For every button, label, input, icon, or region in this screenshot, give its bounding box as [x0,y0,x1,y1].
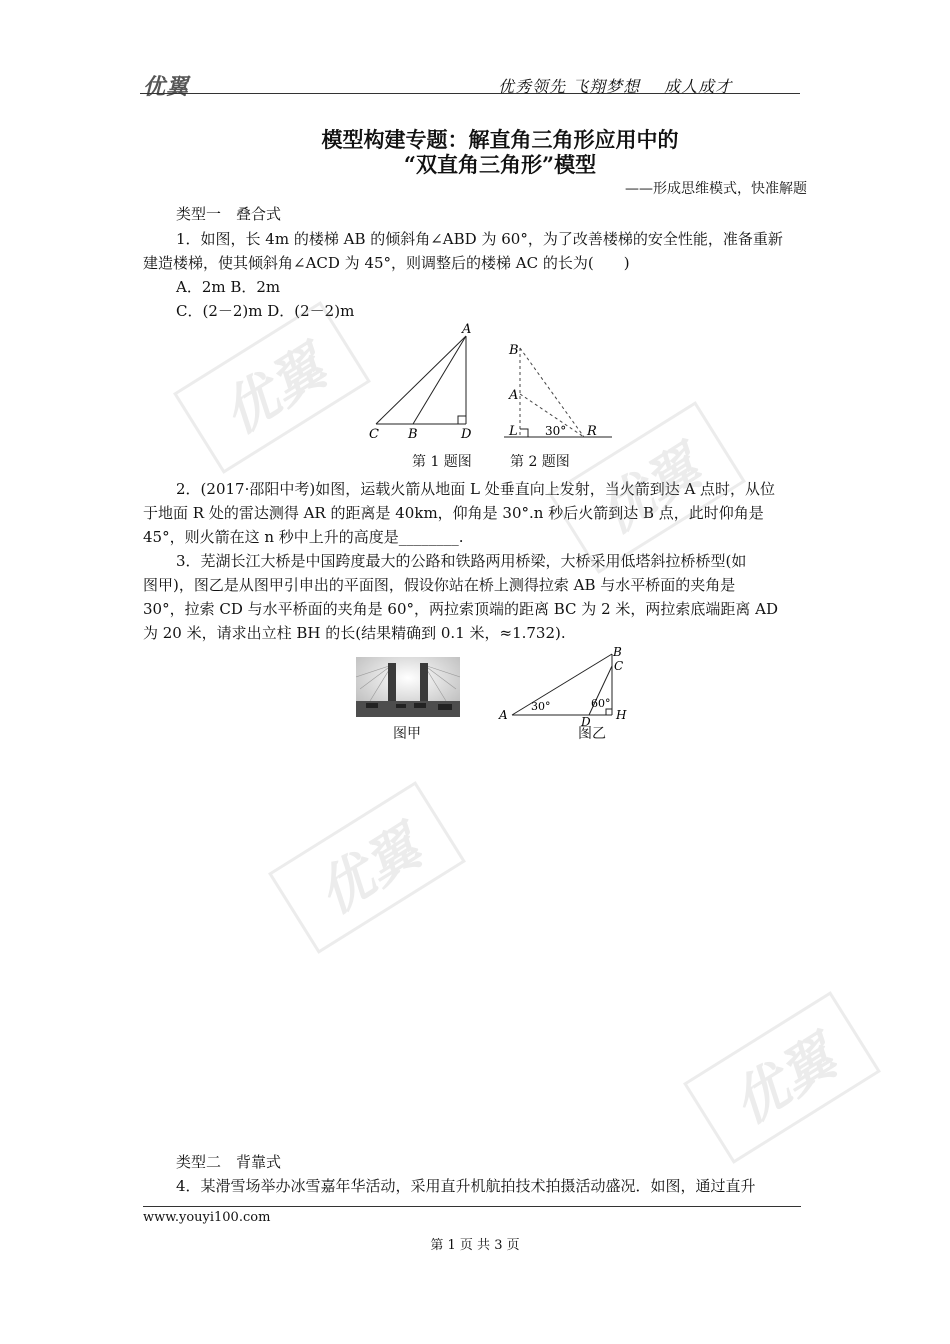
header-logo: 优翼 [143,75,190,100]
fig3-angle-30: 30° [531,700,551,713]
fig3-label-c: C [614,659,624,673]
fig3-label-a: A [499,708,508,722]
fig2-right-angle-mark [520,429,528,437]
watermark-logo: 优翼 [173,301,371,474]
fig2-angle-label: 30° [545,424,567,438]
figure-3-diagram [496,644,636,726]
fig1-label-b: B [408,427,418,442]
watermark-logo: 优翼 [548,401,746,574]
q3-line4: 为 20 米，请求出立柱 BH 的长(结果精确到 0.1 米，≈1.732). [143,624,566,642]
fig1-label-c: C [369,427,379,442]
fig1-label-a: A [462,322,472,337]
fig2-label-b: B [509,343,519,358]
q2-line1: 2．(2017·邵阳中考)如图，运载火箭从地面 L 处垂直向上发射，当火箭到达 A 点时，从位 [176,480,776,498]
figure-3-photo [356,657,460,717]
section-2-label: 类型二 背靠式 [176,1153,282,1171]
figure-1-caption: 第 1 题图 [412,454,472,470]
figure-3-diagram-caption: 图乙 [578,726,606,742]
q2-line2: 于地面 R 处的雷达测得 AR 的距离是 40km，仰角是 30°.n 秒后火箭到达 B 点，此时仰角是 [143,504,764,522]
header-rule [140,93,800,94]
question-4-line1: 4．某滑雪场举办冰雪嘉年华活动，采用直升机航拍技术拍摄活动盛况．如图，通过直升 [176,1177,756,1195]
q1-line1: 1．如图，长 4m 的楼梯 AB 的倾斜角∠ABD 为 60°，为了改善楼梯的安全性能，准备重新 [176,230,783,248]
figure-2-caption: 第 2 题图 [510,454,570,470]
watermark-logo: 优翼 [268,781,466,954]
page-number: 第 1 页 共 3 页 [430,1238,520,1253]
fig3-label-d: D [581,715,591,726]
watermark-logo: 优翼 [683,991,881,1164]
section-1-label: 类型一 叠合式 [176,205,282,223]
motto-part-2: 成人成才 [664,77,733,96]
fig2-label-a: A [509,388,519,403]
motto-part-1: 优秀领先 飞翔梦想 [498,77,641,96]
page-subtitle: ——形成思维模式，快准解题 [625,181,807,197]
page-title-line1: 模型构建专题：解直角三角形应用中的 [321,127,679,152]
fig2-label-l: L [509,424,518,439]
q1-options-cd: C．(2－2)m D．(2－2)m [176,302,355,320]
footer-site-link[interactable]: www.youyi100.com [143,1210,271,1225]
fig3-label-b: B [613,645,622,659]
q3-line1: 3．芜湖长江大桥是中国跨度最大的公路和铁路两用桥梁，大桥采用低塔斜拉桥桥型(如 [176,552,747,570]
fig1-label-d: D [461,427,472,442]
question-3 [143,549,808,645]
figure-1-diagram [360,322,490,444]
fig3-label-h: H [616,708,627,722]
fig1-right-angle-mark [458,416,466,424]
q2-line3: 45°，则火箭在这 n 秒中上升的高度是________. [143,528,464,546]
footer-rule [143,1206,801,1207]
q3-line2: 图甲)，图乙是从图甲引申出的平面图，假设你站在桥上测得拉索 AB 与水平桥面的夹角是 [143,576,736,594]
q3-line3: 30°，拉索 CD 与水平桥面的夹角是 60°，两拉索顶端的距离 BC 为 2 米，两拉索底端距离 AD [143,600,779,618]
question-1 [143,227,808,323]
figure-2-diagram [500,338,620,444]
fig2-label-r: R [587,424,597,439]
figure-3-photo-caption: 图甲 [393,726,421,742]
page-title-line2: “双直角三角形”模型 [403,152,597,177]
fig3-angle-60: 60° [591,697,611,710]
q1-options-ab: A．2m B．2m [176,278,281,296]
q1-line2: 建造楼梯，使其倾斜角∠ACD 为 45°，则调整后的楼梯 AC 的长为( ) [143,254,630,272]
